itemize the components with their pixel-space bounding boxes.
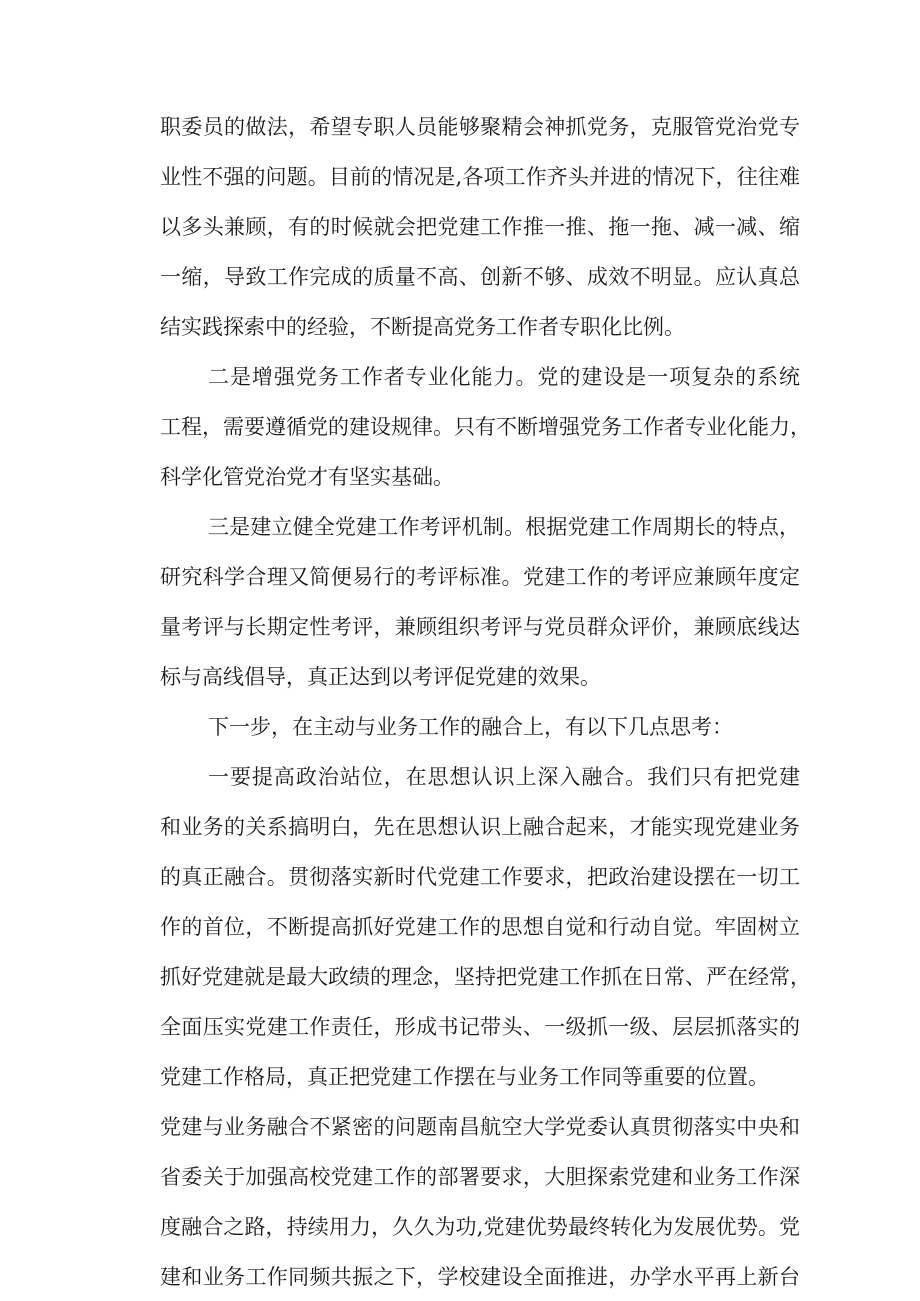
paragraph-start-line: 二是增强党务工作者专业化能力。党的建设是一项复杂的系统 [208,365,800,389]
text-line: 工程，需要遵循党的建设规律。只有不断增强党务工作者专业化能力， [160,415,811,439]
text-line: 一缩，导致工作完成的质量不高、创新不够、成效不明显。应认真总 [160,265,800,289]
text-line: 作的首位，不断提高抓好党建工作的思想自觉和行动自觉。牢固树立 [160,915,800,939]
paragraph-start-line: 下一步，在主动与业务工作的融合上，有以下几点思考： [208,715,733,739]
text-line: 党建与业务融合不紧密的问题南昌航空大学党委认真贯彻落实中央和 [160,1115,800,1139]
text-line: 量考评与长期定性考评，兼顾组织考评与党员群众评价，兼顾底线达 [160,615,800,639]
text-line: 结实践探索中的经验，不断提高党务工作者专职化比例。 [160,315,685,339]
paragraph-start-line: 三是建立健全党建工作考评机制。根据党建工作周期长的特点， [208,515,800,539]
text-line: 业性不强的问题。目前的情况是,各项工作齐头并进的情况下，往往难 [160,165,800,189]
text-line: 的真正融合。贯彻落实新时代党建工作要求，把政治建设摆在一切工 [160,865,800,889]
text-line: 建和业务工作同频共振之下，学校建设全面推进，办学水平再上新台 [160,1265,800,1289]
text-line: 标与高线倡导，真正达到以考评促党建的效果。 [160,665,601,689]
text-line: 职委员的做法，希望专职人员能够聚精会神抓党务，克服管党治党专 [160,115,800,139]
text-line: 党建工作格局，真正把党建工作摆在与业务工作同等重要的位置。 [160,1065,769,1089]
text-line: 省委关于加强高校党建工作的部署要求，大胆探索党建和业务工作深 [160,1165,800,1189]
text-line: 度融合之路，持续用力，久久为功,党建优势最终转化为发展优势。党 [160,1215,800,1239]
text-line: 以多头兼顾，有的时候就会把党建工作推一推、拖一拖、减一减、缩 [160,215,800,239]
text-line: 研究科学合理又简便易行的考评标准。党建工作的考评应兼顾年度定 [160,565,800,589]
text-line: 和业务的关系搞明白，先在思想认识上融合起来，才能实现党建业务 [160,815,800,839]
paragraph-start-line: 一要提高政治站位，在思想认识上深入融合。我们只有把党建 [208,765,800,789]
text-line: 科学化管党治党才有坚实基础。 [160,465,454,489]
text-line: 抓好党建就是最大政绩的理念，坚持把党建工作抓在日常、严在经常， [160,965,811,989]
text-line: 全面压实党建工作责任，形成书记带头、一级抓一级、层层抓落实的 [160,1015,800,1039]
